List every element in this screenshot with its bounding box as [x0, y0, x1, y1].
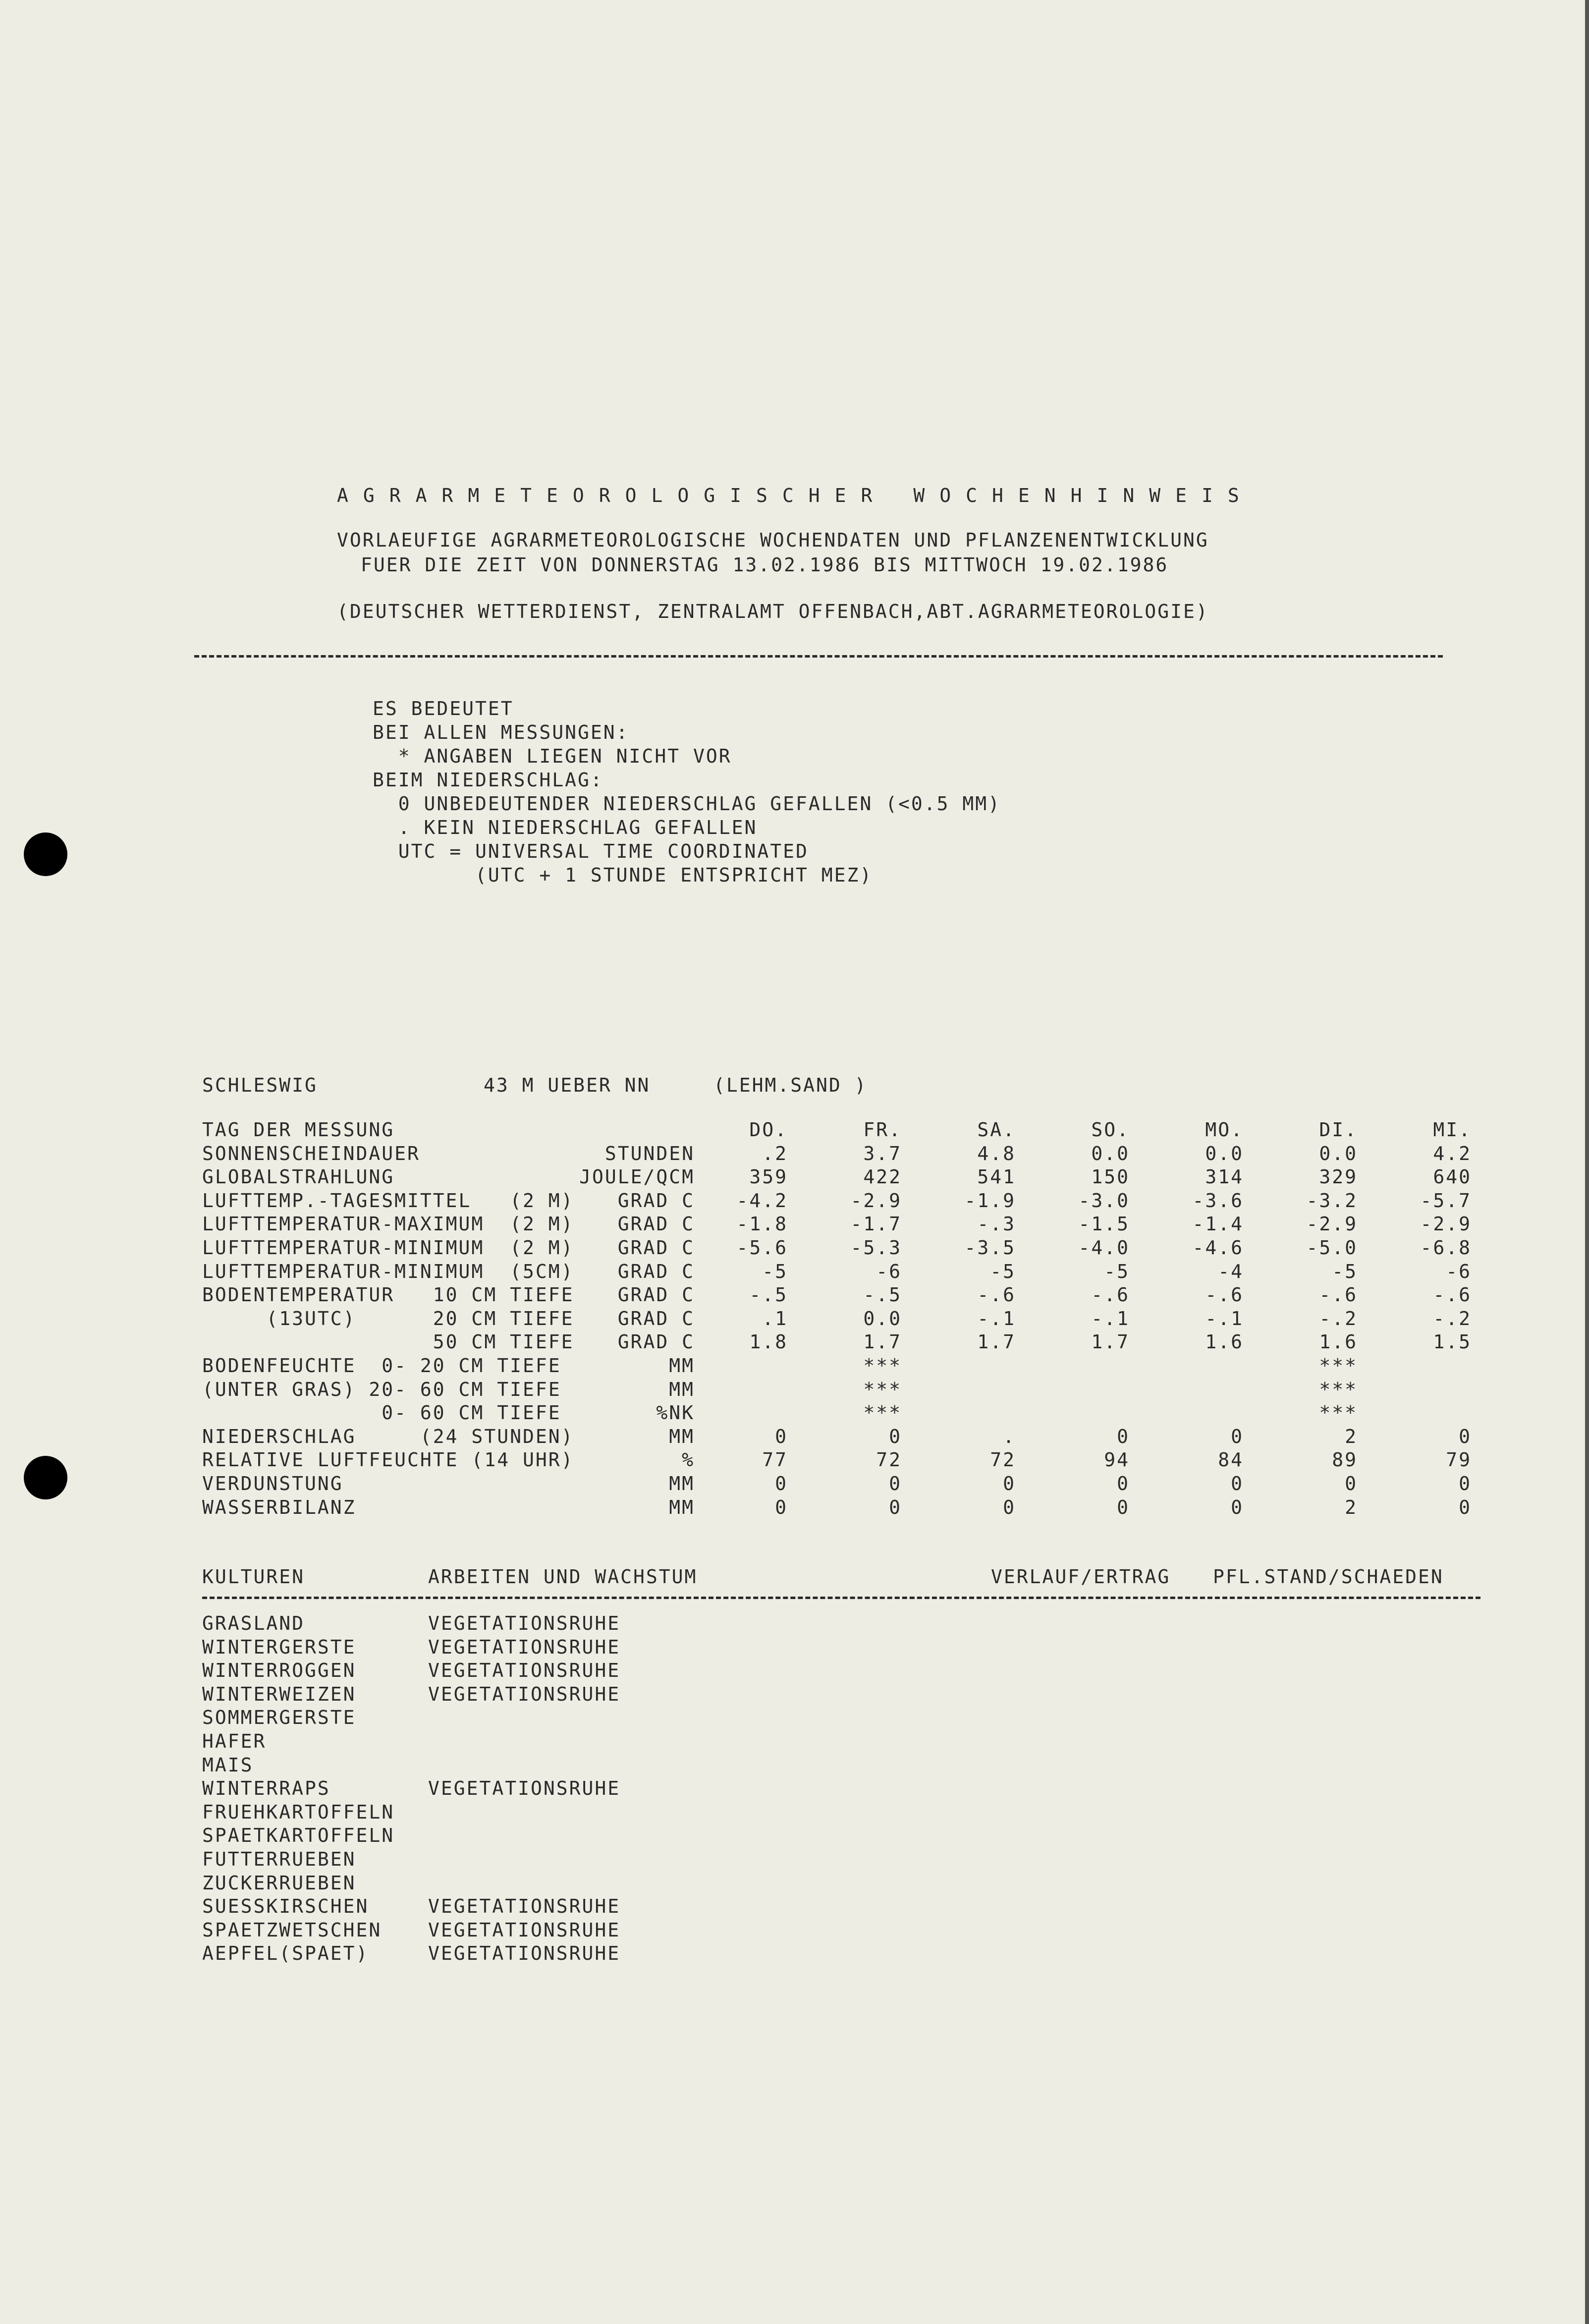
crops-divider — [202, 1597, 1480, 1599]
measurement-label: SONNENSCHEINDAUER — [202, 1142, 420, 1164]
measurement-value: 640 — [1433, 1166, 1472, 1188]
day-header: DI. — [1319, 1119, 1358, 1141]
measurement-value: -2.9 — [1420, 1213, 1472, 1235]
measurement-label: 50 CM TIEFE — [202, 1331, 574, 1353]
measurement-value: 359 — [749, 1166, 788, 1188]
measurement-value: 4.8 — [977, 1142, 1016, 1164]
measurement-value: 0 — [775, 1425, 788, 1447]
measurement-value: 422 — [863, 1166, 902, 1188]
measurement-value: -5 — [762, 1260, 788, 1282]
measurement-label: BODENTEMPERATUR 10 CM TIEFE — [202, 1284, 574, 1306]
day-header: DO. — [749, 1119, 788, 1141]
measurement-value: -.6 — [1091, 1284, 1130, 1306]
crop-status: VEGETATIONSRUHE — [428, 1636, 621, 1658]
measurement-value: 79 — [1446, 1449, 1472, 1471]
measurement-value: 0.0 — [1319, 1142, 1358, 1164]
measurement-value: -6 — [876, 1260, 902, 1282]
measurement-value: -5.3 — [850, 1237, 902, 1259]
day-header: MO. — [1205, 1119, 1244, 1141]
measurement-value: -5 — [1104, 1260, 1130, 1282]
measurement-value: 0 — [1231, 1496, 1244, 1518]
crop-name: SPAETKARTOFFELN — [202, 1825, 395, 1847]
measurement-unit: STUNDEN — [604, 1142, 695, 1164]
measurement-value: 0 — [1003, 1473, 1016, 1494]
measurement-value: *** — [1319, 1378, 1358, 1400]
measurement-value: -2.9 — [1306, 1213, 1358, 1235]
measurement-value: 1.7 — [977, 1331, 1016, 1353]
measurement-value: -3.6 — [1192, 1189, 1244, 1212]
crop-name: ZUCKERRUEBEN — [202, 1872, 356, 1894]
crop-status: VEGETATIONSRUHE — [428, 1919, 621, 1941]
measurement-value: -4.2 — [736, 1189, 788, 1212]
measurement-value: 72 — [990, 1449, 1016, 1471]
measurement-unit: MM — [669, 1355, 695, 1377]
measurement-unit: GRAD C — [617, 1213, 695, 1235]
measurement-value: -.6 — [1319, 1284, 1358, 1306]
crop-status: VEGETATIONSRUHE — [428, 1683, 621, 1705]
crop-name: WINTERWEIZEN — [202, 1683, 356, 1705]
measurement-value: -.2 — [1433, 1307, 1472, 1329]
measurement-value: -6.8 — [1420, 1237, 1472, 1259]
measurement-value: 84 — [1218, 1449, 1244, 1471]
measurement-value: -5.6 — [736, 1237, 788, 1259]
measurement-value: .2 — [762, 1142, 788, 1164]
measurement-value: 0.0 — [863, 1307, 902, 1329]
measurement-value: -4 — [1218, 1260, 1244, 1282]
measurement-value: 1.6 — [1205, 1331, 1244, 1353]
measurement-value: 72 — [876, 1449, 902, 1471]
legend-line: 0 UNBEDEUTENDER NIEDERSCHLAG GEFALLEN (<0.5 MM) — [373, 793, 1001, 815]
punch-hole-bottom — [24, 1456, 67, 1499]
measurement-label: GLOBALSTRAHLUNG — [202, 1166, 395, 1188]
measurement-value: -5.7 — [1420, 1189, 1472, 1212]
measurement-value: 0 — [889, 1473, 902, 1494]
measurement-value: 150 — [1091, 1166, 1130, 1188]
measurement-value: 314 — [1205, 1166, 1244, 1188]
crop-status: VEGETATIONSRUHE — [428, 1660, 621, 1682]
measurement-value: -2.9 — [850, 1189, 902, 1212]
measurement-value: -3.5 — [964, 1237, 1016, 1259]
day-header: SA. — [977, 1119, 1016, 1141]
crop-name: WINTERGERSTE — [202, 1636, 356, 1658]
station-name: SCHLESWIG — [202, 1074, 318, 1096]
measurement-label: LUFTTEMPERATUR-MINIMUM (2 M) — [202, 1237, 574, 1259]
measurement-value: 0.0 — [1091, 1142, 1130, 1164]
report-subtitle: VORLAEUFIGE AGRARMETEOROLOGISCHE WOCHENDATEN UND PFLANZENENTWICKLUNG — [337, 529, 1209, 551]
measurement-value: -6 — [1446, 1260, 1472, 1282]
legend-line: ES BEDEUTET — [373, 698, 514, 719]
measurement-label: BODENFEUCHTE 0- 20 CM TIEFE — [202, 1355, 561, 1377]
measurement-unit: GRAD C — [617, 1260, 695, 1282]
measurement-value: 0 — [889, 1496, 902, 1518]
crop-name: WINTERRAPS — [202, 1777, 330, 1800]
measurement-value: -.6 — [1205, 1284, 1244, 1306]
crop-name: SPAETZWETSCHEN — [202, 1919, 382, 1941]
crops-header-arbeiten: ARBEITEN UND WACHSTUM — [428, 1566, 698, 1588]
measurement-value: -1.8 — [736, 1213, 788, 1235]
measurement-value: -.5 — [863, 1284, 902, 1306]
measurement-label: WASSERBILANZ — [202, 1496, 356, 1518]
header-divider — [194, 655, 1443, 658]
measurement-label: (UNTER GRAS) 20- 60 CM TIEFE — [202, 1378, 561, 1400]
measurement-value: -1.7 — [850, 1213, 902, 1235]
measurement-value: -5 — [990, 1260, 1016, 1282]
crop-name: MAIS — [202, 1754, 254, 1776]
measurement-value: .1 — [762, 1307, 788, 1329]
measurement-value: -.6 — [1433, 1284, 1472, 1306]
measurement-value: 0 — [1117, 1473, 1130, 1494]
measurement-label: (13UTC) 20 CM TIEFE — [202, 1307, 574, 1329]
measurement-unit: MM — [669, 1496, 695, 1518]
measurement-unit: GRAD C — [617, 1284, 695, 1306]
measurement-value: -1.5 — [1078, 1213, 1130, 1235]
measurement-value: 3.7 — [863, 1142, 902, 1164]
measurement-value: 0 — [1231, 1473, 1244, 1494]
crop-name: GRASLAND — [202, 1612, 305, 1634]
measurement-unit: GRAD C — [617, 1307, 695, 1329]
crops-header-stand: PFL.STAND/SCHAEDEN — [1213, 1566, 1444, 1588]
measurement-value: 4.2 — [1433, 1142, 1472, 1164]
measurement-label: VERDUNSTUNG — [202, 1473, 343, 1494]
report-title: AGRARMETEOROLOGISCHER WOCHENHINWEIS — [337, 485, 1254, 506]
legend-line: (UTC + 1 STUNDE ENTSPRICHT MEZ) — [373, 864, 873, 886]
measurement-value: 0 — [1231, 1425, 1244, 1447]
measurement-unit: %NK — [656, 1402, 695, 1424]
measurement-unit: JOULE/QCM — [579, 1166, 695, 1188]
measurement-label: LUFTTEMPERATUR-MINIMUM (5CM) — [202, 1260, 574, 1282]
measurement-value: *** — [863, 1355, 902, 1377]
measurement-value: 0 — [1003, 1496, 1016, 1518]
legend-line: UTC = UNIVERSAL TIME COORDINATED — [373, 840, 809, 862]
measurement-value: 1.5 — [1433, 1331, 1472, 1353]
crop-status: VEGETATIONSRUHE — [428, 1612, 621, 1634]
measurement-value: *** — [1319, 1402, 1358, 1424]
measurement-value: 1.7 — [863, 1331, 902, 1353]
legend-line: BEIM NIEDERSCHLAG: — [373, 769, 603, 791]
measurement-value: . — [1003, 1425, 1016, 1447]
legend-line: . KEIN NIEDERSCHLAG GEFALLEN — [373, 817, 758, 838]
crop-status: VEGETATIONSRUHE — [428, 1777, 621, 1800]
station-soil: (LEHM.SAND ) — [713, 1074, 868, 1096]
measurement-value: 94 — [1104, 1449, 1130, 1471]
measurement-value: 1.6 — [1319, 1331, 1358, 1353]
crop-name: FUTTERRUEBEN — [202, 1848, 356, 1870]
measurement-label: LUFTTEMP.-TAGESMITTEL (2 M) — [202, 1189, 574, 1212]
measurement-unit: MM — [669, 1473, 695, 1494]
crops-header-kulturen: KULTUREN — [202, 1566, 305, 1588]
scan-edge — [1585, 0, 1589, 2324]
measurement-value: 2 — [1345, 1425, 1358, 1447]
measurement-value: -.1 — [977, 1307, 1016, 1329]
report-period: FUER DIE ZEIT VON DONNERSTAG 13.02.1986 BIS MITTWOCH 19.02.1986 — [361, 554, 1169, 576]
measurement-value: -1.9 — [964, 1189, 1016, 1212]
measurement-label: NIEDERSCHLAG (24 STUNDEN) — [202, 1425, 574, 1447]
measurement-label: RELATIVE LUFTFEUCHTE (14 UHR) — [202, 1449, 574, 1471]
measurement-value: -3.2 — [1306, 1189, 1358, 1212]
day-header: SO. — [1091, 1119, 1130, 1141]
measurement-value: *** — [863, 1402, 902, 1424]
crop-name: FRUEHKARTOFFELN — [202, 1801, 395, 1823]
measurement-value: 89 — [1332, 1449, 1358, 1471]
measurement-value: -5.0 — [1306, 1237, 1358, 1259]
crops-header-verlauf: VERLAUF/ERTRAG — [991, 1566, 1171, 1588]
station-elevation: 43 M UEBER NN — [484, 1074, 651, 1096]
crop-name: SUESSKIRSCHEN — [202, 1895, 369, 1918]
measurement-value: 1.7 — [1091, 1331, 1130, 1353]
crop-status: VEGETATIONSRUHE — [428, 1942, 621, 1965]
measurement-value: -4.6 — [1192, 1237, 1244, 1259]
measurement-value: 1.8 — [749, 1331, 788, 1353]
measurement-value: 0 — [889, 1425, 902, 1447]
measurement-value: *** — [863, 1378, 902, 1400]
measurement-value: 0 — [775, 1496, 788, 1518]
punch-hole-top — [24, 832, 67, 876]
measurement-value: 0 — [1117, 1496, 1130, 1518]
measurement-label: LUFTTEMPERATUR-MAXIMUM (2 M) — [202, 1213, 574, 1235]
crop-name: WINTERROGGEN — [202, 1660, 356, 1682]
measurement-value: 0 — [1459, 1473, 1472, 1494]
measurement-value: -4.0 — [1078, 1237, 1130, 1259]
measurement-unit: GRAD C — [617, 1189, 695, 1212]
measurement-value: -5 — [1332, 1260, 1358, 1282]
days-label: TAG DER MESSUNG — [202, 1119, 395, 1141]
report-source: (DEUTSCHER WETTERDIENST, ZENTRALAMT OFFENBACH,ABT.AGRARMETEOROLOGIE) — [337, 601, 1209, 622]
measurement-value: 541 — [977, 1166, 1016, 1188]
measurement-value: 0 — [1117, 1425, 1130, 1447]
measurement-value: 0.0 — [1205, 1142, 1244, 1164]
measurement-value: -.2 — [1319, 1307, 1358, 1329]
day-header: MI. — [1433, 1119, 1472, 1141]
measurement-value: -.3 — [977, 1213, 1016, 1235]
measurement-value: 0 — [1459, 1496, 1472, 1518]
measurement-label: 0- 60 CM TIEFE — [202, 1402, 561, 1424]
measurement-value: -.1 — [1091, 1307, 1130, 1329]
crop-name: SOMMERGERSTE — [202, 1707, 356, 1729]
crop-status: VEGETATIONSRUHE — [428, 1895, 621, 1918]
measurement-value: -.5 — [749, 1284, 788, 1306]
measurement-value: 0 — [1459, 1425, 1472, 1447]
measurement-value: 0 — [775, 1473, 788, 1494]
measurement-value: 2 — [1345, 1496, 1358, 1518]
crop-name: HAFER — [202, 1730, 267, 1752]
legend-line: * ANGABEN LIEGEN NICHT VOR — [373, 745, 732, 767]
measurement-value: -.6 — [977, 1284, 1016, 1306]
day-header: FR. — [863, 1119, 902, 1141]
measurement-value: 77 — [762, 1449, 788, 1471]
measurement-value: -3.0 — [1078, 1189, 1130, 1212]
measurement-unit: GRAD C — [617, 1237, 695, 1259]
measurement-value: -1.4 — [1192, 1213, 1244, 1235]
measurement-value: 0 — [1345, 1473, 1358, 1494]
measurement-unit: % — [682, 1449, 695, 1471]
measurement-unit: MM — [669, 1425, 695, 1447]
crop-name: AEPFEL(SPAET) — [202, 1942, 369, 1965]
measurement-value: -.1 — [1205, 1307, 1244, 1329]
measurement-unit: GRAD C — [617, 1331, 695, 1353]
measurement-unit: MM — [669, 1378, 695, 1400]
measurement-value: *** — [1319, 1355, 1358, 1377]
legend-line: BEI ALLEN MESSUNGEN: — [373, 721, 629, 743]
measurement-value: 329 — [1319, 1166, 1358, 1188]
